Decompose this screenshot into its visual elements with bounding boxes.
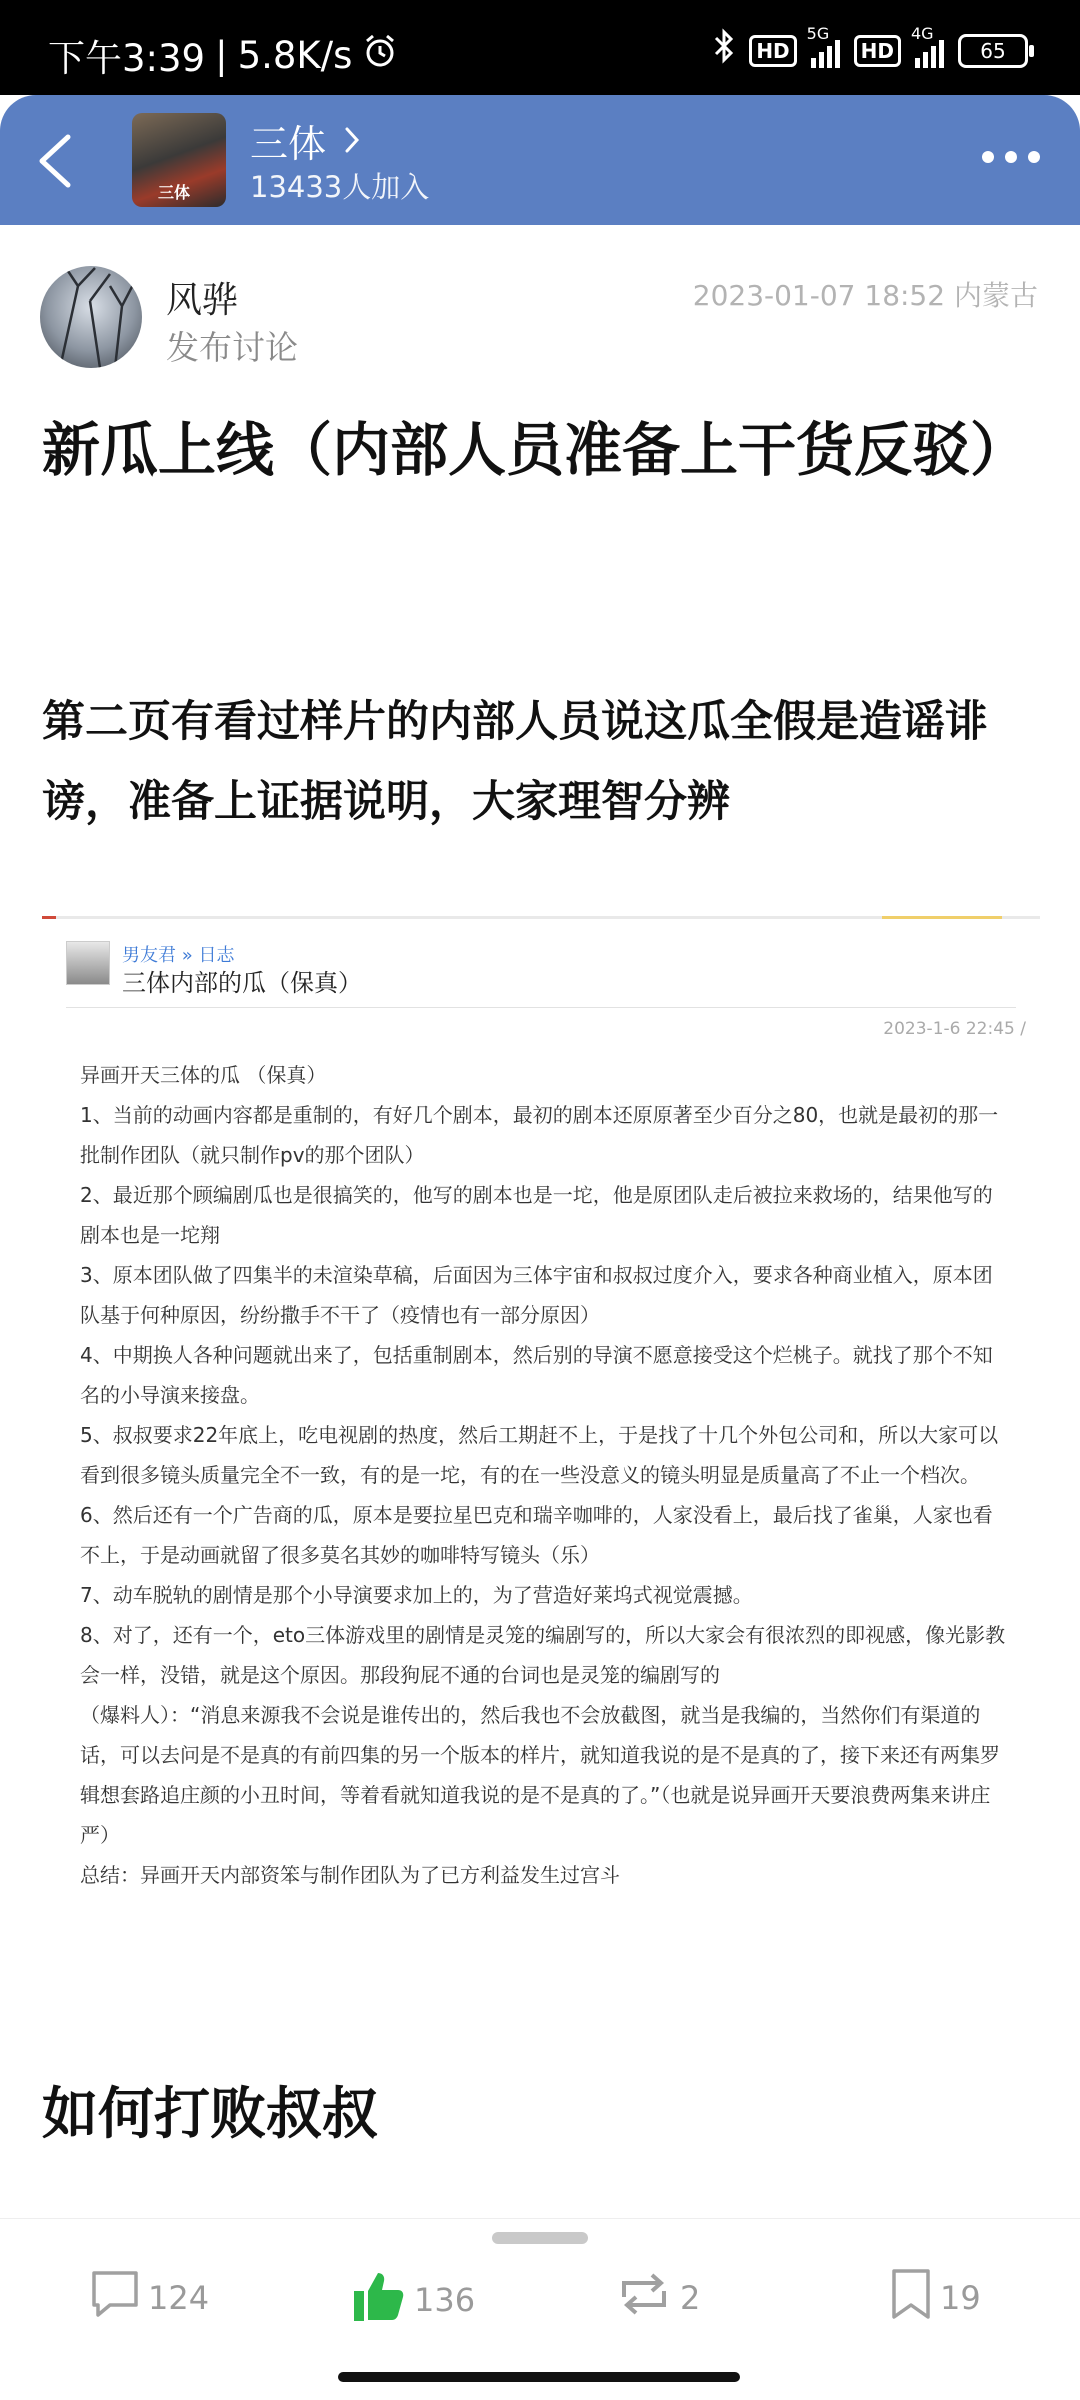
group-name: 三体 [250,122,327,166]
comment-count: 124 [148,2279,210,2317]
group-avatar[interactable] [132,113,226,207]
group-header [0,95,1080,225]
bookmark-count: 19 [940,2279,981,2317]
hd-icon-2: HD [854,35,901,67]
post-location: 内蒙古 [953,279,1038,312]
comment-icon [88,2267,142,2329]
group-avatar-caption: 三体 [158,183,191,202]
chevron-right-icon [344,119,360,163]
post-action-label: 发布讨论 [166,328,298,367]
embedded-body [80,1055,1010,1895]
embedded-title: 三体内部的瓜（保真） [122,969,362,997]
status-network-speed: 5.8K/s [237,33,353,77]
like-count: 136 [414,2281,476,2319]
breadcrumb-separator: » [181,945,193,966]
status-time: 下午3:39 [48,37,206,80]
embedded-paragraph: （爆料人）：“消息来源我不会说是谁传出的，然后我也不会放截图，就当是我编的，当然你们有渠道的话，可以去问是不是真的有前四集的另一个版本的样片，就知道我说的是不是真的了，接下来还有两集罗辑想套路追庄颜的小丑时间，等着看就知道我说的是不是真的了。”（也就是说异画开天要浪费两集来讲庄严） [80,1703,1000,1847]
hd-icon: HD [749,35,796,67]
section-heading: 如何打败叔叔 [42,2082,378,2147]
embedded-paragraph: 1、当前的动画内容都是重制的，有好几个剧本，最初的剧本还原原著至少百分之80，也就是最初的那一批制作团队（就只制作pv的那个团队） [80,1103,999,1167]
embedded-avatar [66,941,110,985]
embedded-paragraph: 8、对了，还有一个，eto三体游戏里的剧情是灵笼的编剧写的，所以大家会有很浓烈的即视感，像光影教会一样，没错，就是这个原因。那段狗屁不通的台词也是灵笼的编剧写的 [80,1623,1006,1687]
group-name-link[interactable] [250,113,360,168]
like-button[interactable] [350,2267,475,2333]
post-title: 新瓜上线（内部人员准备上干货反驳） [42,416,1029,484]
signal-5g-icon: 5G [811,34,840,68]
status-separator: | [215,33,228,77]
embedded-screenshot[interactable] [42,916,1040,1929]
repost-icon [614,2267,674,2329]
embedded-paragraph: 2、最近那个顾编剧瓜也是很搞笑的，他写的剧本也是一坨，他是原团队走后被拉来救场的，结果他写的剧本也是一坨翔 [80,1183,993,1247]
embedded-paragraph: 3、原本团队做了四集半的未渲染草稿，后面因为三体宇宙和叔叔过度介入，要求各种商业植入，原本团队基于何种原因，纷纷撒手不干了（疫情也有一部分原因） [80,1263,993,1327]
post-lead-paragraph: 第二页有看过样片的内部人员说这瓜全假是造谣诽谤，准备上证据说明，大家理智分辨 [42,697,988,827]
bookmark-icon [888,2267,934,2329]
repost-count: 2 [680,2279,701,2317]
status-bar [0,0,1080,95]
red-mark [42,916,56,919]
embedded-paragraph: 异画开天三体的瓜 （保真） [80,1063,327,1087]
back-arrow-icon[interactable] [34,133,80,189]
bluetooth-icon [713,28,735,73]
home-indicator[interactable] [338,2372,740,2382]
embedded-paragraph: 4、中期换人各种问题就出来了，包括重制剧本，然后别的导演不愿意接受这个烂桃子。就找了那个不知名的小导演来接盘。 [80,1343,993,1407]
embedded-date: 2023-1-6 22:45 / [883,1019,1026,1039]
embedded-paragraph: 7、动车脱轨的剧情是那个小导演要求加上的，为了营造好莱坞式视觉震撼。 [80,1583,753,1607]
divider [66,1007,1016,1008]
embedded-paragraph: 5、叔叔要求22年底上，吃电视剧的热度，然后工期赶不上，于是找了十几个外包公司和，所以大家可以看到很多镜头质量完全不一致，有的是一坨，有的在一些没意义的镜头明显是质量高了不止一个档次。 [80,1423,999,1487]
breadcrumb-page: 日志 [198,945,235,966]
yellow-mark [882,916,1002,919]
repost-button[interactable] [614,2267,700,2329]
thumbs-up-icon [350,2267,408,2333]
group-member-count: 13433人加入 [250,170,430,204]
signal-4g-icon: 4G [915,34,944,68]
post-datetime: 2023-01-07 18:52 [692,279,946,312]
bookmark-button[interactable] [888,2267,981,2329]
drag-handle[interactable] [492,2232,588,2244]
more-options-icon[interactable] [982,151,1040,163]
post-meta [693,274,1038,314]
battery-indicator: 65 [958,34,1028,68]
embedded-paragraph: 总结：异画开天内部资笨与制作团队为了已方利益发生过宫斗 [80,1863,620,1887]
comment-button[interactable] [88,2267,209,2329]
embedded-paragraph: 6、然后还有一个广告商的瓜，原本是要拉星巴克和瑞辛咖啡的，人家没看上，最后找了雀巢，人家也看不上，于是动画就留了很多莫名其妙的咖啡特写镜头（乐） [80,1503,993,1567]
alarm-icon [362,33,398,78]
author-avatar[interactable] [40,266,142,368]
author-name[interactable]: 风骅 [166,280,239,321]
breadcrumb-user: 男友君 [122,945,176,966]
